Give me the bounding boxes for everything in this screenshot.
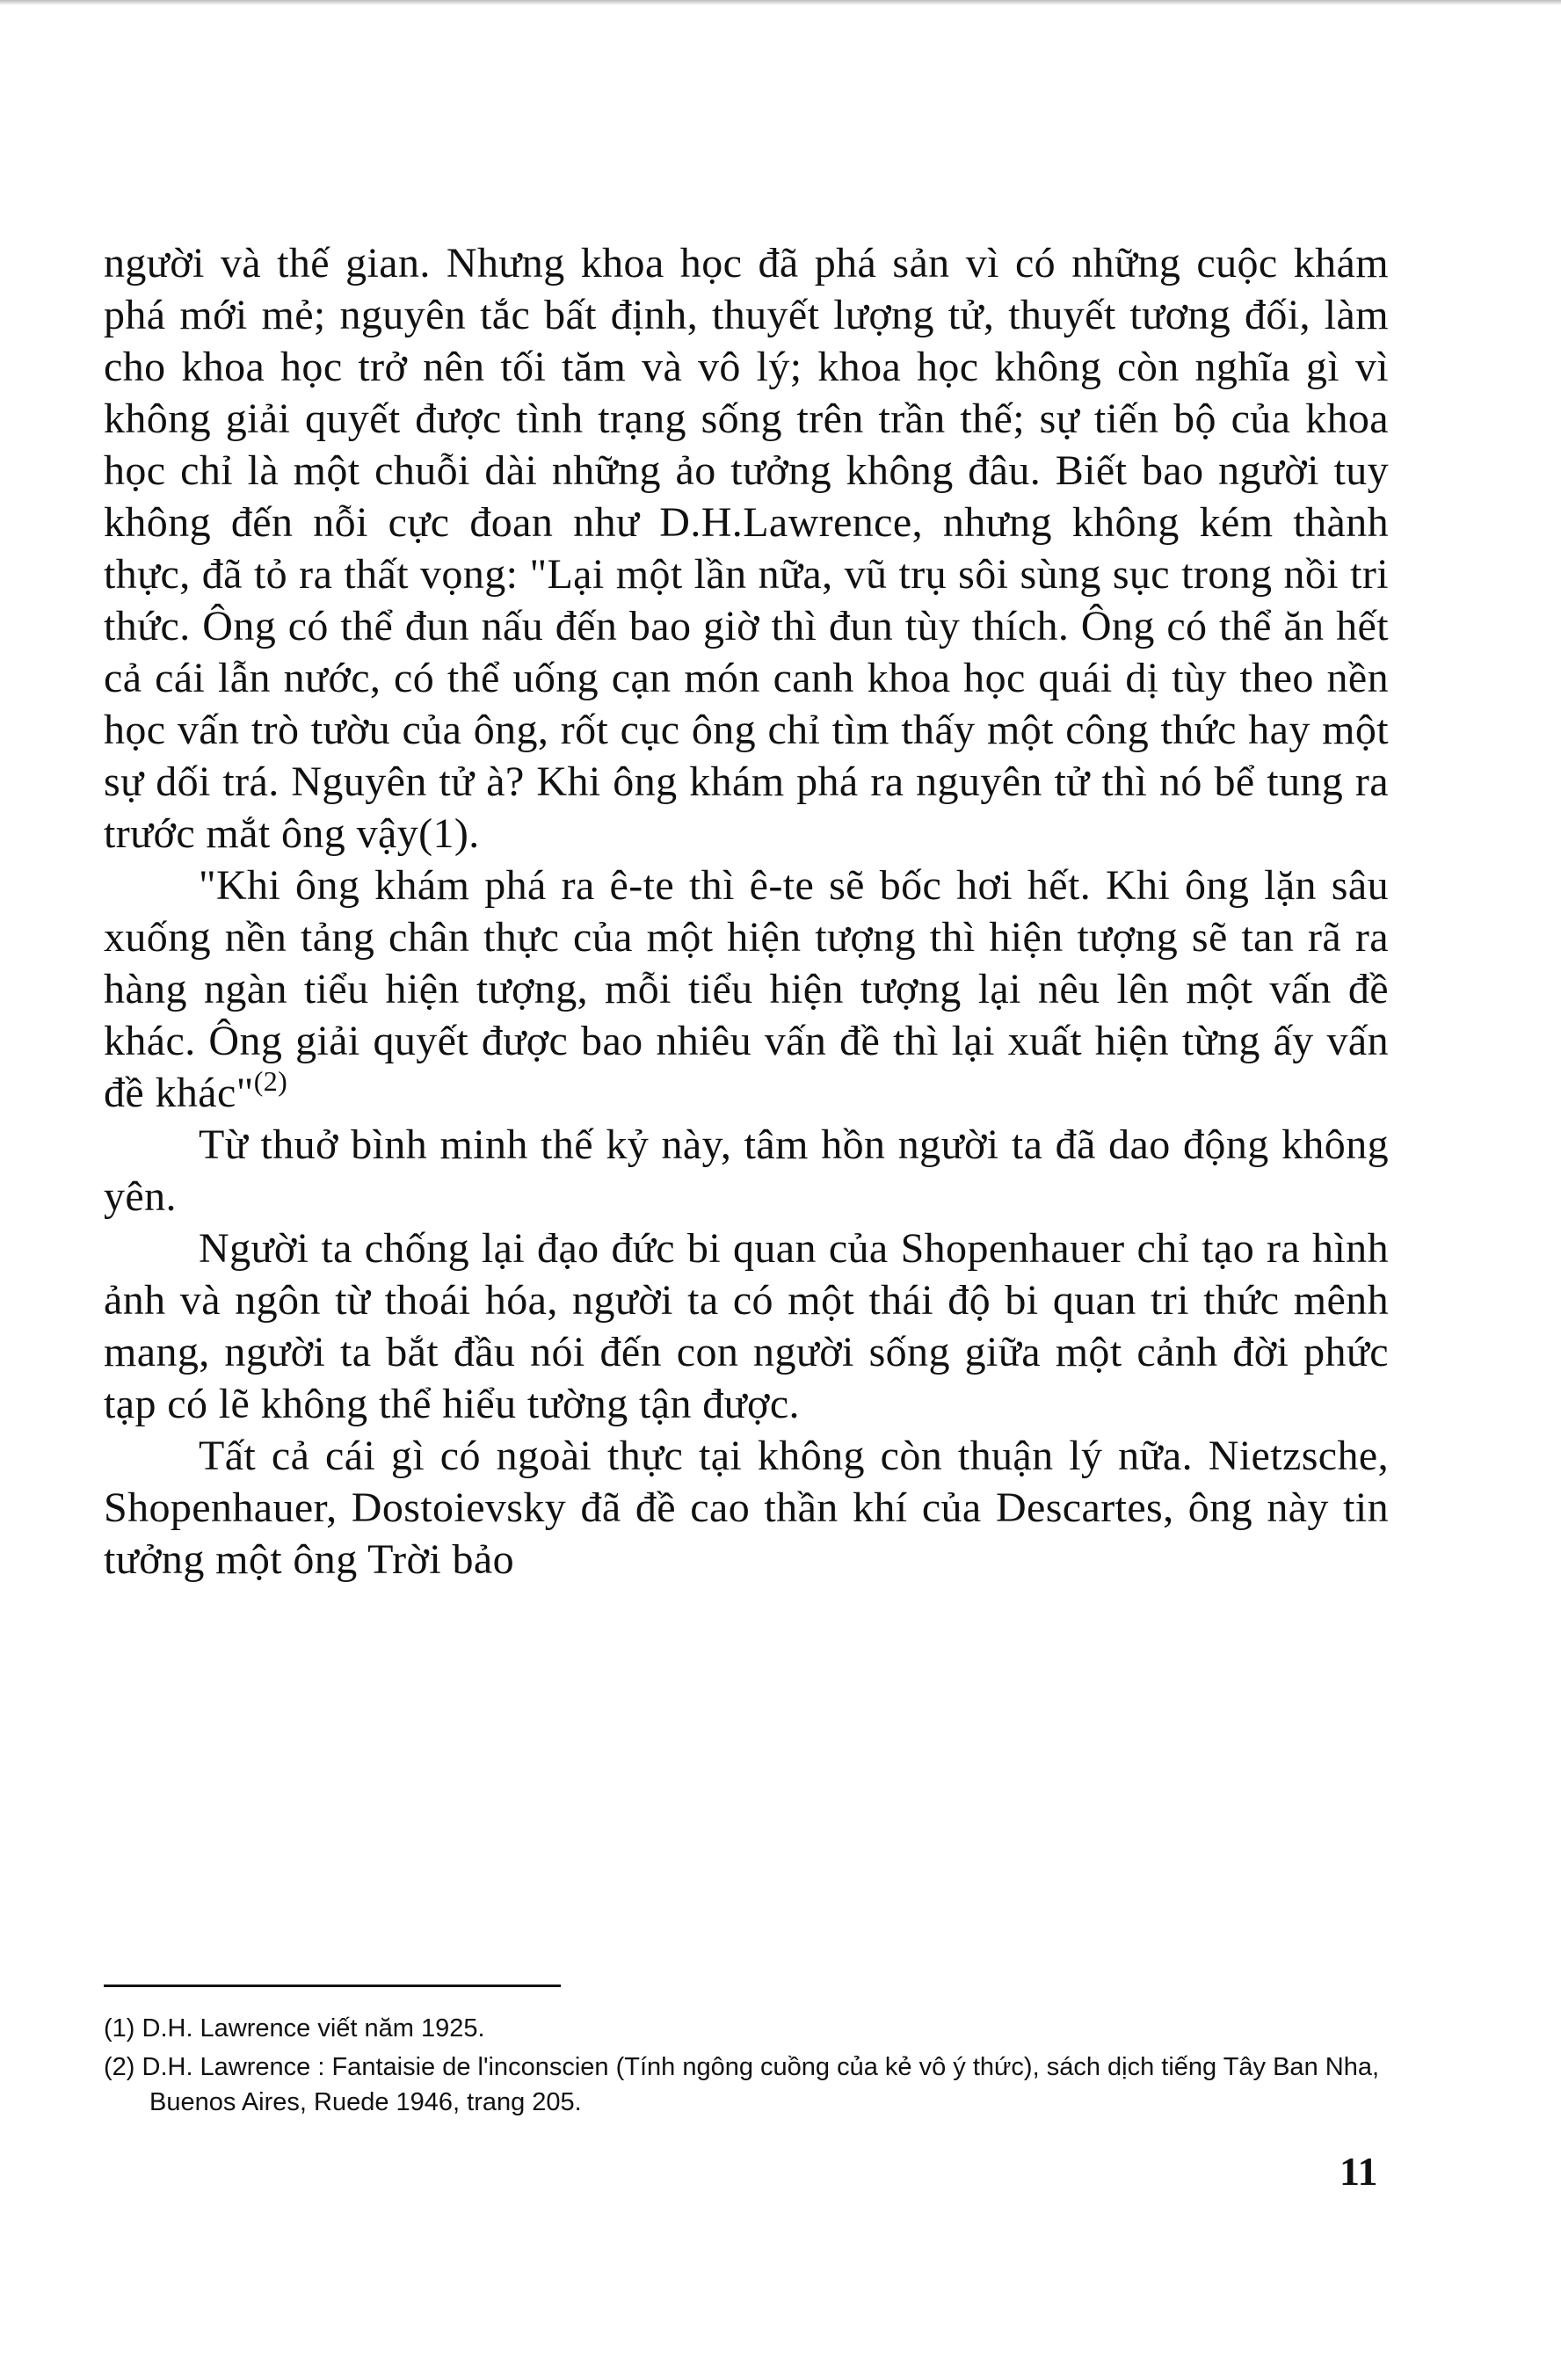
page-body: [104, 237, 1389, 1585]
paragraph-5-text: Tất cả cái gì có ngoài thực tại không còn thuận lý nữa. Nietzsche, Shopenhauer, Dostoievsky đã đề cao thần khí của Descartes, ông này tin tưởng một ông Trời bảo: [104, 1433, 1389, 1583]
paragraph-4-text: Người ta chống lại đạo đức bi quan của Shopenhauer chỉ tạo ra hình ảnh và ngôn từ thoái hóa, người ta có một thái độ bi quan tri thức mênh mang, người ta bắt đầu nói đến con người sống giữa một cảnh đời phức tạp có lẽ không thể hiểu tường tận được.: [104, 1225, 1389, 1427]
main-text: [104, 237, 1389, 1585]
footnotes: [104, 2011, 1389, 2123]
paragraph-1-text: người và thế gian. Nhưng khoa học đã phá sản vì có những cuộc khám phá mới mẻ; nguyên tắc bất định, thuyết lượng tử, thuyết tương đối, làm cho khoa học trở nên tối tăm và vô lý; khoa học không còn nghĩa gì vì không giải quyết được tình trạng sống trên trần thế; sự tiến bộ của khoa học chỉ là một chuỗi dài những ảo tưởng không đâu. Biết bao người tuy không đến nỗi cực đoan như D.H.Lawrence, nhưng không kém thành thực, đã tỏ ra thất vọng: "Lại một lần nữa, vũ trụ sôi sùng sục trong nồi tri thức. Ông có thể đun nấu đến bao giờ thì đun tùy thích. Ông có thể ăn hết cả cái lẫn nước, có thể uống cạn món canh khoa học quái dị tùy theo nền học vấn trò tườu của ông, rốt cục ông chỉ tìm thấy một công thức hay một sự dối trá. Nguyên tử à? Khi ông khám phá ra nguyên tử thì nó bể tung ra trước mắt ông vậy(1).: [104, 240, 1389, 857]
paragraph-3: [104, 1119, 1389, 1223]
paragraph-2-text: "Khi ông khám phá ra ê-te thì ê-te sẽ bốc hơi hết. Khi ông lặn sâu xuống nền tảng chân thực của một hiện tượng thì hiện tượng sẽ tan rã ra hàng ngàn tiểu hiện tượng, mỗi tiểu hiện tượng lại nêu lên một vấn đề khác. Ông giải quyết được bao nhiêu vấn đề thì lại xuất hiện từng ấy vấn đề khác": [104, 862, 1389, 1116]
paragraph-3-text: Từ thuở bình minh thế kỷ này, tâm hồn người ta đã dao động không yên.: [104, 1121, 1389, 1220]
footnote-2: (2) D.H. Lawrence : Fantaisie de l'inconscien (Tính ngông cuồng của kẻ vô ý thức), sách dịch tiếng Tây Ban Nha, Buenos Aires, Ruede 1946, trang 205.: [104, 2053, 1380, 2116]
footnote-1: (1) D.H. Lawrence viết năm 1925.: [104, 2014, 485, 2043]
page-top-edge: [0, 0, 1561, 5]
paragraph-1: [104, 237, 1389, 860]
footnote-ref-2: (2): [253, 1065, 288, 1097]
paragraph-2: [104, 860, 1389, 1119]
footnote-separator: [104, 1985, 561, 1987]
paragraph-4: [104, 1223, 1389, 1430]
page-number: 11: [1340, 2149, 1378, 2194]
paragraph-5: [104, 1430, 1389, 1585]
